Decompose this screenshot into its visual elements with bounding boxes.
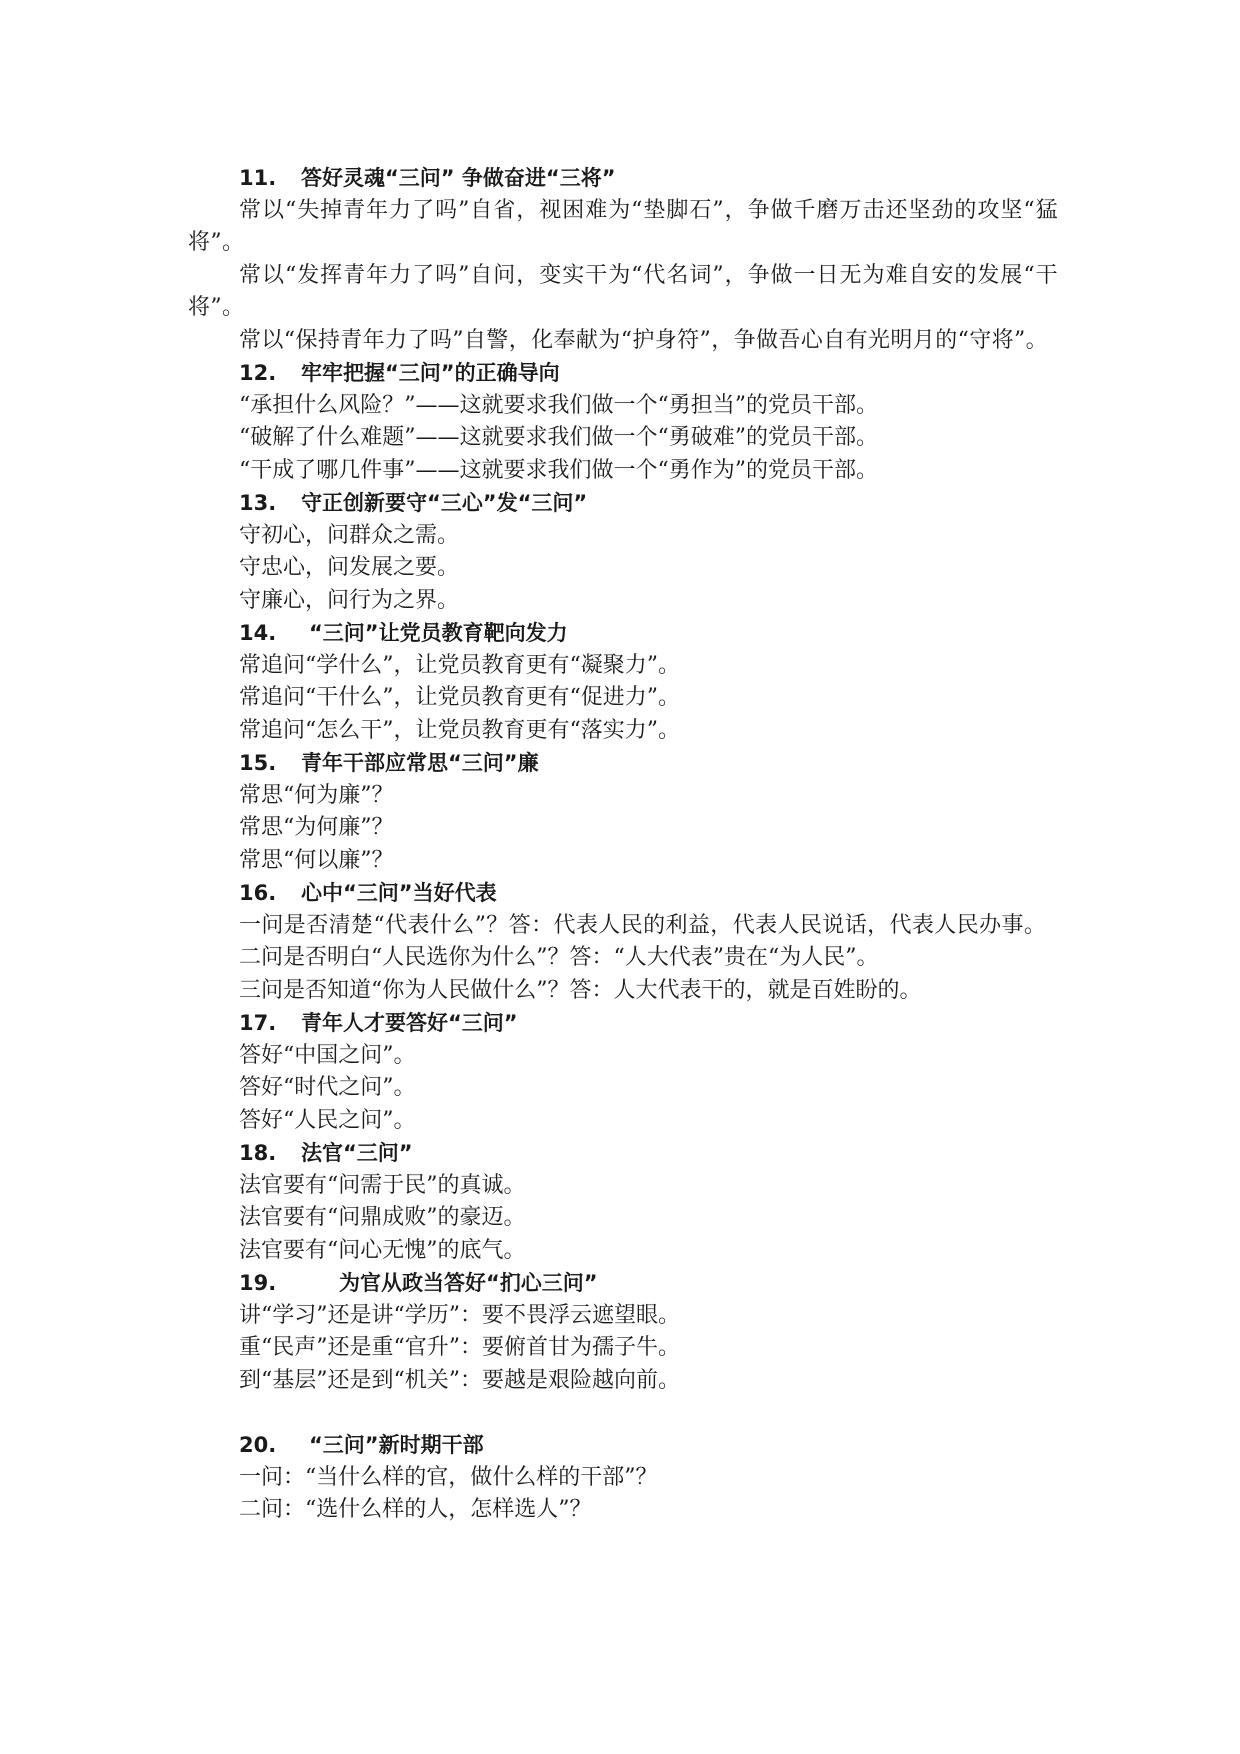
section-number: 11. [239,166,277,190]
text-line: “破解了什么难题”——这就要求我们做一个“勇破难”的党员干部。 [239,425,878,450]
section-number: 14. [239,621,277,645]
text-line: 守廉心，问行为之界。 [239,587,460,613]
text-line: 三问是否知道“你为人民做什么”？答：人大代表干的，就是百姓盼的。 [239,977,922,1003]
text-line: 常思“何以廉”？ [239,847,394,873]
text-line: 法官要有“问鼎成败”的豪迈。 [239,1205,526,1230]
section-number: 19. [239,1271,277,1295]
section-number: 16. [239,881,277,905]
section-title: 青年干部应常思“三问”廉 [301,751,539,775]
section-title: 牢牢把握“三问”的正确导向 [301,361,560,385]
text-line: 法官要有“问心无愧”的底气。 [239,1237,526,1263]
section-title: “三问”让党员教育靶向发力 [309,621,568,645]
text-line: “干成了哪几件事”——这就要求我们做一个“勇作为”的党员干部。 [239,457,878,483]
section-heading-16 [188,877,1058,910]
paragraph: 一问是否清楚“代表什么”？答：代表人民的利益，代表人民说话，代表人民办事。 [239,912,1047,938]
section-title: 为官从政当答好“扪心三问” [339,1271,598,1295]
section-number: 13. [239,491,277,515]
section-heading-14 [188,617,1058,650]
section-title: 守正创新要守“三心”发“三问” [301,491,588,515]
section-number: 17. [239,1011,277,1035]
text-line: 常思“为何廉”？ [239,815,394,840]
section-heading-11 [188,162,1058,195]
section-heading-12 [188,357,1058,390]
text-line: 重“民声”还是重“官升”：要俯首甘为孺子牛。 [239,1335,680,1360]
text-line: “承担什么风险？”——这就要求我们做一个“勇担当”的党员干部。 [239,392,878,418]
paragraph: 常以“失掉青年力了吗”自省，视困难为“垫脚石”，争做千磨万击还坚劲的攻坚“猛将”。 [188,197,1058,255]
text-line: 常追问“干什么”，让党员教育更有“促进力”。 [239,685,680,710]
blank-line [188,1397,1058,1429]
section-heading-15 [188,747,1058,780]
text-line: 讲“学习”还是讲“学历”：要不畏浮云遮望眼。 [239,1302,680,1328]
section-title: “三问”新时期干部 [309,1433,484,1457]
section-title: 答好灵魂“三问” 争做奋进“三将” [301,166,616,190]
text-line: 答好“中国之问”。 [239,1042,416,1068]
text-line: 常追问“学什么”，让党员教育更有“凝聚力”。 [239,652,680,678]
text-line: 到“基层”还是到“机关”：要越是艰险越向前。 [239,1367,680,1393]
section-heading-20 [188,1429,1058,1462]
text-line: 答好“人民之问”。 [239,1107,416,1133]
section-number: 15. [239,751,277,775]
section-heading-17 [188,1007,1058,1040]
text-line: 守初心，问群众之需。 [239,522,460,548]
text-line: 守忠心，问发展之要。 [239,555,460,580]
section-number: 12. [239,361,277,385]
text-line: 二问：“选什么样的人，怎样选人”？ [239,1497,592,1522]
section-heading-18 [188,1137,1058,1170]
section-heading-13 [188,487,1058,520]
paragraph: 常以“发挥青年力了吗”自问，变实干为“代名词”，争做一日无为难自安的发展“干将”。 [188,262,1058,320]
text-line: 一问：“当什么样的官，做什么样的干部”？ [239,1464,658,1490]
document-body [188,162,1058,1527]
section-heading-19 [188,1267,1058,1300]
section-title: 青年人才要答好“三问” [301,1011,518,1035]
text-line: 常追问“怎么干”，让党员教育更有“落实力”。 [239,717,680,743]
text-line: 常思“何为廉”？ [239,782,394,808]
text-line: 答好“时代之问”。 [239,1075,416,1100]
section-title: 法官“三问” [301,1141,413,1165]
text-line: 二问是否明白“人民选你为什么”？答：“人大代表”贵在“为人民”。 [239,945,879,970]
text-line: 法官要有“问需于民”的真诚。 [239,1172,526,1198]
paragraph: 常以“保持青年力了吗”自警，化奉献为“护身符”，争做吾心自有光明月的“守将”。 [239,327,1049,353]
section-title: 心中“三问”当好代表 [301,881,497,905]
section-number: 20. [239,1433,277,1457]
section-number: 18. [239,1141,277,1165]
